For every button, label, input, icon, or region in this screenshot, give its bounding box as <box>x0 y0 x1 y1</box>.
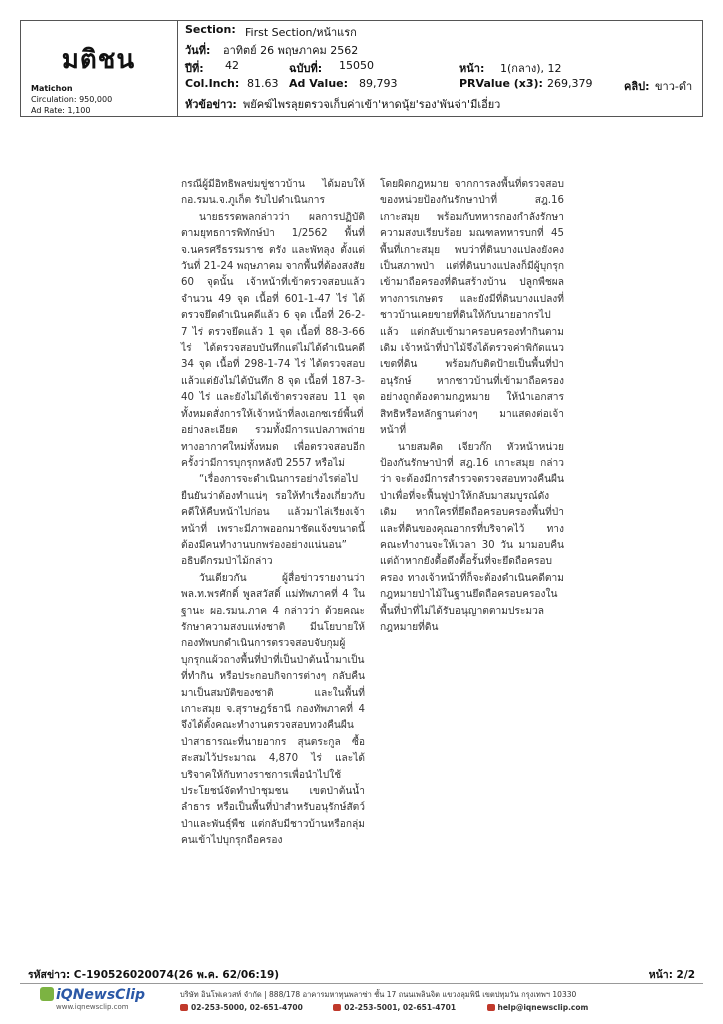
brand-url: www.iqnewsclip.com <box>56 1003 129 1011</box>
prvalue-value: 269,379 <box>547 77 593 90</box>
company-info <box>180 988 700 1014</box>
phone-icon <box>180 1004 188 1011</box>
clip-value: ขาว-ดำ <box>655 80 693 93</box>
email-icon <box>487 1004 495 1011</box>
advalue-value: 89,793 <box>359 77 398 90</box>
headline-value: พยัคฆ์ไพรลุยตรวจเก็บค่าเข้า'หาดนุ้ย'รอง'พันจ่า'มีเอี่ยว <box>243 98 501 111</box>
company-tel: 02-253-5000, 02-651-4700 <box>191 1003 303 1012</box>
publication-logo-cell <box>21 21 178 116</box>
date-label: วันที่: <box>185 44 211 57</box>
section-label: Section: <box>185 23 236 36</box>
footer-divider <box>20 983 703 984</box>
company-email: help@iqnewsclip.com <box>497 1003 589 1012</box>
circulation: Circulation: 950,000 <box>31 95 113 104</box>
article-paragraph: “เรื่องการจะดำเนินการอย่างไรต่อไปยืนยันว่าต้องทำแน่ๆ รอให้ทำเรื่องเกี่ยวกับคดีให้คืบหน้าไปก่อน แล้วมาไล่เรียงเจ้าหน้าที่ เพราะมีภาพออกมาชัดแจ้งขนาดนี้ ต้องมีคนทำงานบกพร่องอย่างแน่นอน” อธิบดีกรมป่าไม้กล่าว <box>181 474 365 568</box>
clip-footer <box>20 966 703 982</box>
issue-value: 15050 <box>339 59 374 72</box>
advalue-label: Ad Value: <box>289 77 349 90</box>
page-value: 1(กลาง), 12 <box>500 62 562 75</box>
date-value: อาทิตย์ 26 พฤษภาคม 2562 <box>223 44 359 57</box>
article-paragraph: นายสมคิด เจียวก๊ก หัวหน้าหน่วยป้องกันรักษาป่าที่ สฎ.16 เกาะสมุย กล่าวว่า จะต้องมีการสำรวจตรวจสอบทวงคืนผืนป่าเพื่อที่จะฟื้นฟูป่าให้กลับมาสมบูรณ์ดังเดิม หากใครที่ยึดถือครอบครองพื้นที่ป่าและที่ดินของคุณอากรที่บริจาคไว้ ทางคณะทำงานจะให้เวลา 30 วัน มามอบคืนแต่ถ้าหากยังดื้อดึงดื้อรั้นที่จะยึดถือครอบครอง ทางเจ้าหน้าที่ก็จะต้องดำเนินคดีตามกฎหมายป่าไม้ในฐานยึดถือครอบครองในพื้นที่ป่าที่ไม่ได้รับอนุญาตตามประมวลกฎหมายที่ดิน <box>380 441 564 633</box>
article-paragraph: นายธรรดพลกล่าวว่า ผลการปฏิบัติตามยุทธการพิทักษ์ป่า 1/2562 พื้นที่ จ.นครศรีธรรมราช ตรัง และพัทลุง ตั้งแต่วันที่ 21-24 พฤษภาคม จากพื้นที่ต้องสงสัย 60 จุดนั้น เจ้าหน้าที่เข้าตรวจสอบแล้วจำนวน 49 จุด เนื้อที่ 601-1-47 ไร่ ได้ตรวจยึดดำเนินคดีแล้ว 6 จุด เนื้อที่ 26-2-7 ไร่ ตรวจยึดแล้ว 1 จุด เนื้อที่ 88-3-66 ไร่ ได้ตรวจสอบบันทึกแต่ไม่ได้ดำเนินคดี 34 จุด เนื้อที่ 298-1-74 ไร่ ได้ตรวจสอบแล้วแต่ยังไม่ได้บันทึก 8 จุด เนื้อที่ 187-3-40 ไร่ และยังไม่ได้เข้าตรวจสอบ 11 จุด ทั้งหมดสั่งการให้เจ้าหน้าที่ลงเอกซเรย์พื้นที่อย่างละเอียด รวมทั้งมีการแปลภาพถ่ายทางอากาศใหม่ทั้งหมด เพื่อตรวจสอบอีกครั้งว่ามีการบุกรุกหลังปี 2557 หรือไม่ <box>181 211 365 469</box>
ad-rate: Ad Rate: 1,100 <box>31 106 91 115</box>
publication-name: Matichon <box>31 84 73 93</box>
company-fax: 02-253-5001, 02-651-4701 <box>344 1003 457 1012</box>
prvalue-label: PRValue (x3): <box>459 77 543 90</box>
fax-icon <box>333 1004 341 1011</box>
clip-label: คลิป: <box>624 80 650 93</box>
article-paragraph: โดยผิดกฎหมาย จากการลงพื้นที่ตรวจสอบของหน่วยป้องกันรักษาป่าที่ สฎ.16 เกาะสมุย พร้อมกับทหารกองกำลังรักษาความสงบเรียบร้อย มณฑลทหารบกที่ 45 พื้นที่เกาะสมุย พบว่าที่ดินบางแปลงยังคงเป็นสภาพป่า แต่ที่ดินบางแปลงก็มีผู้บุกรุกเข้ามาถือครองที่ดินสร้างบ้าน ปลูกพืชผลทางการเกษตร และยังมีที่ดินบางแปลงที่ชาวบ้านเคยขายที่ดินให้กับนายอากรไปแล้ว แต่กลับเข้ามาครอบครองทำกินตามเดิม เจ้าหน้าที่ป่าไม้จึงได้ตรวจค่าพิกัดแนวเขตที่ดิน พร้อมกับติดป้ายเป็นพื้นที่ป่าอนุรักษ์ หากชาวบ้านที่เข้ามาถือครองอย่างถูกต้องตามกฎหมาย ให้นำเอกสารสิทธิหรือหลักฐานต่างๆ มาแสดงต่อเจ้าหน้าที่ <box>380 179 564 437</box>
news-code: รหัสข่าว: C-190526020074(26 พ.ค. 62/06:19) <box>28 969 280 981</box>
article-paragraph: กรณีผู้มีอิทธิพลข่มขู่ชาวบ้าน ได้มอบให้กอ.รมน.จ.ภูเก็ต รับไปดำเนินการ <box>181 179 365 207</box>
brand-name: iQNewsClip <box>56 987 146 1003</box>
page-number: หน้า: 2/2 <box>648 969 695 981</box>
iqnewsclip-logo-icon <box>40 987 54 1001</box>
page-label: หน้า: <box>459 62 485 75</box>
clip-header <box>20 20 703 117</box>
colinch-value: 81.63 <box>247 77 279 90</box>
headline-label: หัวข้อข่าว: <box>185 98 237 111</box>
publication-meta <box>31 83 112 116</box>
article-paragraph: วันเดียวกัน ผู้สื่อข่าวรายงานว่า พล.ท.พรศักดิ์ พูลสวัสดิ์ แม่ทัพภาคที่ 4 ในฐานะ ผอ.รมน.ภาค 4 กล่าวว่า ด้วยคณะรักษาความสงบแห่งชาติ มีนโยบายให้กองทัพบกดำเนินการตรวจสอบจับกุมผู้บุกรุกแผ้วถางพื้นที่ป่าที่เป็นป่าต้นน้ำมาเป็นที่ทำกิน หรือประกอบกิจการต่างๆ กลับคืนมาเป็นสมบัติของชาติ และในพื้นที่เกาะสมุย จ.สุราษฎร์ธานี กองทัพภาคที่ 4 จึงได้ตั้งคณะทำงานตรวจสอบทวงคืนผืนป่าสาธารณะที่นายอากร สุนตระกูล ซื้อสะสมไว้ประมาณ 4,870 ไร่ และได้บริจาคให้กับทางราชการเพื่อนำไปใช้ประโยชน์จัดทำป่าชุมชน เขตป่าต้นน้ำลำธาร หรือเป็นพื้นที่ป่าสำหรับอนุรักษ์สัตว์ป่าและพันธุ์พืช แต่กลับมีชาวบ้านหรือกลุ่มคนเข้าไปบุกรุกถือครอง <box>181 572 365 847</box>
section-value: First Section/หน้าแรก <box>245 26 357 39</box>
article-column-left <box>181 177 365 850</box>
article-column-right <box>380 177 564 636</box>
company-address: บริษัท อินโฟเควสท์ จำกัด | 888/178 อาคารมหาทุนพลาซ่า ชั้น 17 ถนนเพลินจิต แขวงลุมพินี เขตปทุมวัน กรุงเทพฯ 10330 <box>180 990 577 999</box>
publication-logo: มติชน <box>61 45 136 75</box>
issue-label: ฉบับที่: <box>289 62 323 75</box>
year-value: 42 <box>225 59 239 72</box>
clip-info <box>179 21 702 116</box>
year-label: ปีที่: <box>185 62 204 75</box>
iqnewsclip-brand <box>40 987 170 1019</box>
colinch-label: Col.Inch: <box>185 77 240 90</box>
